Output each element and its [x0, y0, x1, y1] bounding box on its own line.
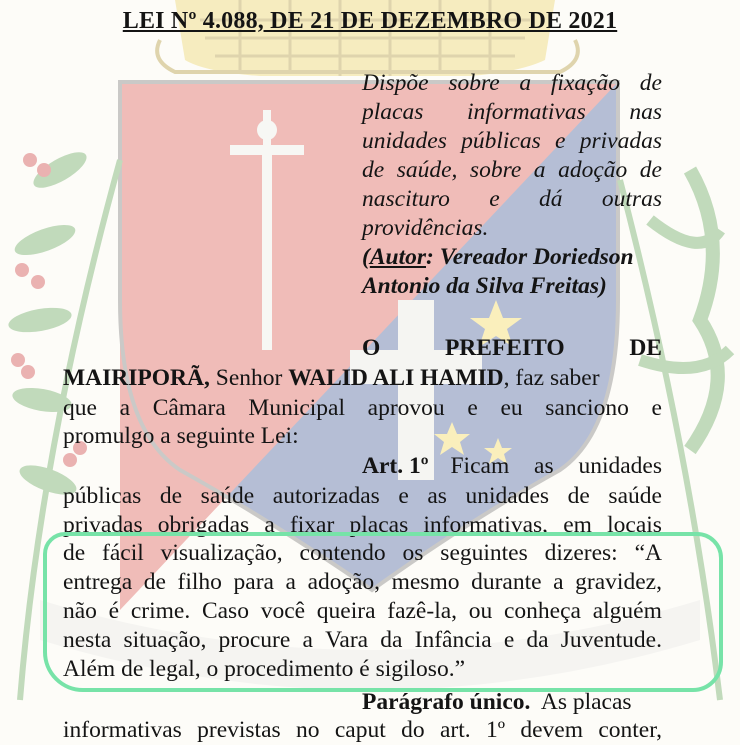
word: as: [427, 483, 447, 509]
word: Vara: [325, 627, 369, 653]
word: no: [296, 717, 320, 743]
word: unidades: [362, 128, 447, 154]
word: Municipal: [248, 395, 346, 421]
word: você: [260, 598, 306, 624]
word: de: [639, 157, 662, 183]
word: da: [380, 627, 403, 653]
word: e: [489, 186, 500, 212]
word: Juventude.: [560, 627, 662, 653]
word: a: [519, 70, 532, 96]
word: sobre: [448, 70, 500, 96]
word: situação,: [123, 627, 207, 653]
word: caput: [334, 717, 386, 743]
word: dizeres:: [544, 540, 618, 566]
author-line: (Autor: Vereador Doriedson: [362, 244, 634, 270]
word: “A: [634, 540, 662, 566]
word: autorizadas: [272, 483, 380, 509]
art1-line: [63, 538, 662, 568]
word: sobre: [469, 157, 522, 183]
word: de: [159, 483, 183, 509]
paragrafo-first-line: Parágrafo único. As placas: [362, 689, 632, 715]
word: para: [233, 569, 274, 595]
word: adoção,: [307, 569, 380, 595]
word: a: [302, 627, 313, 653]
word: saúde: [200, 483, 255, 509]
word: 1º: [485, 717, 505, 743]
word: entrega: [63, 569, 133, 595]
art1-line: [63, 625, 662, 655]
art1-line: [63, 596, 662, 626]
word: fixação: [550, 70, 621, 96]
paragrafo-line: [63, 715, 662, 745]
word: previstas: [197, 717, 281, 743]
ementa-line: [362, 97, 662, 127]
word: Caso: [201, 598, 249, 624]
word: as: [534, 453, 554, 479]
ementa-line: [362, 126, 662, 156]
word: nas: [629, 99, 662, 125]
ementa-line: [362, 213, 488, 243]
word: sanciono: [545, 395, 629, 421]
law-title: LEI Nº 4.088, DE 21 DE DEZEMBRO DE 2021: [122, 8, 618, 34]
word: a: [119, 395, 131, 421]
art1-line: Além de legal, o procedimento é sigiloso.”: [63, 656, 466, 682]
word: Dispõe: [362, 70, 429, 96]
word: outras: [601, 186, 662, 212]
ementa-line: [362, 155, 662, 185]
word: queira: [316, 598, 376, 624]
word: providências.: [362, 215, 489, 241]
word: e: [651, 395, 662, 421]
word: ou: [468, 598, 493, 624]
word: fazê-la,: [387, 598, 458, 624]
art1-line: [63, 510, 662, 540]
word: a: [553, 569, 564, 595]
ementa-line: [362, 184, 662, 214]
word: PREFEITO: [444, 335, 565, 361]
word: de: [362, 157, 385, 183]
word: DE: [629, 335, 662, 361]
word: crime.: [130, 598, 191, 624]
art1-label: Art. 1º: [362, 453, 429, 479]
word: os: [402, 540, 424, 566]
word: públicas: [461, 128, 541, 154]
preamble-line: promulgo a seguinte Lei:: [63, 423, 299, 449]
art1-line: [63, 567, 662, 597]
word: Ficam: [450, 453, 510, 479]
word: nesta: [63, 627, 112, 653]
word: procure: [218, 627, 291, 653]
word: alguém: [592, 598, 662, 624]
word: fácil: [102, 540, 144, 566]
word: e: [467, 395, 478, 421]
word: e: [398, 483, 409, 509]
ementa-line: [362, 68, 662, 98]
word: de: [639, 70, 662, 96]
art1-line: [63, 481, 662, 511]
word: conter,: [598, 717, 662, 743]
word: seguintes: [440, 540, 528, 566]
word: nascituro: [362, 186, 450, 212]
preamble-line: [362, 333, 662, 363]
word: de: [143, 569, 166, 595]
word: é: [108, 598, 120, 624]
word: de: [567, 483, 590, 509]
word: obrigadas: [157, 512, 250, 538]
word: informativas: [466, 99, 586, 125]
word: da: [526, 627, 549, 653]
word: em: [563, 512, 592, 538]
word: saúde: [608, 483, 662, 509]
preamble-line: MAIRIPORÃ, Senhor WALID ALI HAMID, faz saber: [63, 365, 600, 391]
author-line: Antonio da Silva Freitas): [362, 273, 607, 299]
word: do: [401, 717, 425, 743]
word: e: [503, 627, 515, 653]
word: gravidez,: [575, 569, 662, 595]
word: saúde,: [396, 157, 458, 183]
word: fixar: [289, 512, 335, 538]
art1-first-line: [362, 451, 662, 481]
word: O: [362, 335, 381, 361]
word: durante: [471, 569, 542, 595]
word: a: [264, 512, 275, 538]
word: Infância: [414, 627, 492, 653]
word: informativas,: [423, 512, 549, 538]
word: aprovou: [367, 395, 445, 421]
word: adoção: [558, 157, 628, 183]
word: que: [63, 395, 97, 421]
word: não: [63, 598, 97, 624]
word: placas: [362, 99, 424, 125]
word: conheça: [504, 598, 581, 624]
word: art.: [439, 717, 471, 743]
word: devem: [520, 717, 583, 743]
word: visualização,: [160, 540, 283, 566]
word: a: [533, 157, 546, 183]
word: unidades: [578, 453, 662, 479]
word: contendo: [299, 540, 386, 566]
word: eu: [500, 395, 523, 421]
word: filho: [177, 569, 222, 595]
word: a: [285, 569, 296, 595]
word: mesmo: [391, 569, 460, 595]
word: placas: [349, 512, 409, 538]
word: e: [555, 128, 566, 154]
word: locais: [607, 512, 662, 538]
word: privadas: [579, 128, 662, 154]
word: de: [63, 540, 86, 566]
word: públicas: [63, 483, 142, 509]
preamble-line: [63, 393, 662, 423]
word: unidades: [465, 483, 550, 509]
word: privadas: [63, 512, 143, 538]
word: dá: [539, 186, 563, 212]
word: Câmara: [152, 395, 226, 421]
author-label: Autor: [369, 244, 426, 270]
paragrafo-label: Parágrafo único.: [362, 689, 531, 715]
word: informativas: [63, 717, 182, 743]
